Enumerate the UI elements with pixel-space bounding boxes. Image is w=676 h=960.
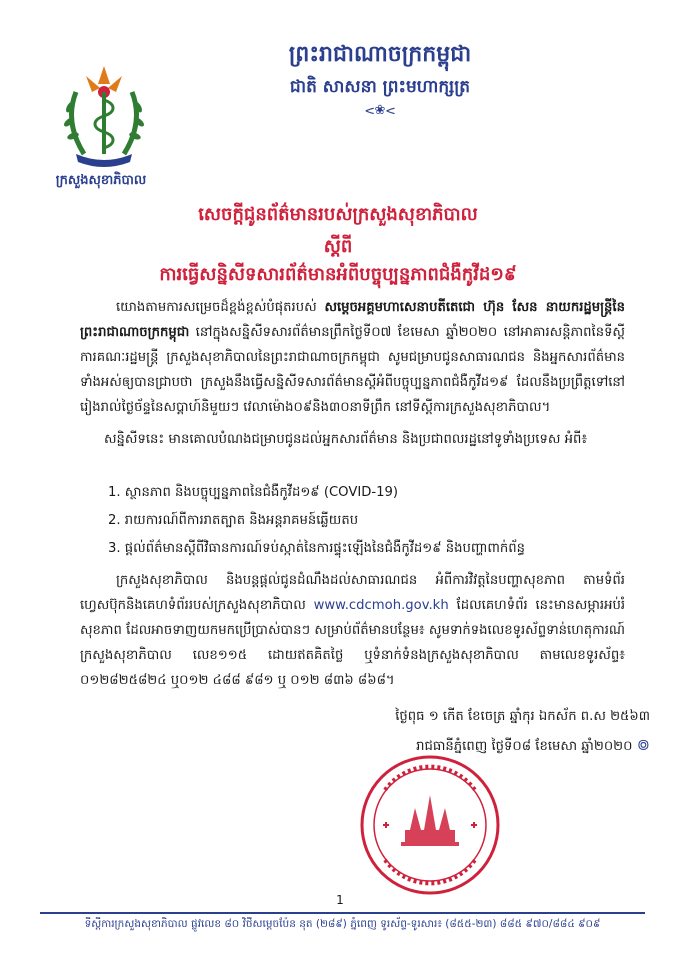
document-title-subject-label: ស្តីពី	[323, 236, 353, 257]
signature-mark: ៙	[636, 735, 650, 754]
contact-rest: ដែលគេហទំព័រ នេះមានសម្ភារអប់រំសុខភាព ដែលអាចទាញយកមកប្រើប្រាស់បានៗ សម្រាប់ព័ត៌មានបន្ថែម៖ សូមទាក់ទងលេខទូរស័ព្ទទាន់ហេតុការណ៍ ក្រសួងសុខាភិបាល លេខ១១៥ ដោយឥតគិតថ្លៃ ឬទំនាក់ទំនងក្រសួងសុខាភិបាល តាមលេខទូរស័ព្ទ៖ ០១២៨២៥៨២៤ ឬ០១២ ៤៨៨ ៩៨១ ឬ ០១២ ៨៣៦ ៨៦៨។	[80, 598, 626, 688]
ministry-logo-icon	[56, 62, 152, 172]
document-subject: ការធ្វើសន្និសីទសារព័ត៌មានអំពីបច្ចុប្បន្នភាពជំងឺកូវីដ១៩	[159, 264, 517, 285]
official-stamp-icon	[355, 750, 505, 900]
kingdom-heading: ព្រះរាជាណាចក្រកម្ពុជា	[288, 41, 472, 67]
solar-date-text: រាជធានីភ្នំពេញ ថ្ងៃទី០៨ ខែមេសា ឆ្នាំ២០២០	[416, 739, 633, 754]
intro-start: យោងតាមការសម្រេចដ៏ខ្ពង់ខ្ពស់បំផុតរបស់	[116, 300, 325, 315]
footer-address: ទីស្តីការក្រសួងសុខាភិបាល ផ្លូវលេខ ៨០ វិថីសម្តេចប៉ែន នុត (២៨៩) ភ្នំពេញ ទូរស័ព្ទ-ទូរសារ៖ (៨៥៥-២៣) ៨៨៥ ៩៧០/៨៨៤ ៩០៩	[84, 918, 601, 930]
paragraph-intro	[80, 295, 625, 420]
contact-start: ក្រសួងសុខាភិបាល និងបន្តផ្តល់ជូនដំណឹងដល់សាធារណជន អំពីការវិវត្តនៃបញ្ហាសុខភាព តាមទំព័រហ្វេសប៊ុកនិងគេហទំព័ររបស់ក្រសួងសុខាភិបាល	[80, 573, 625, 613]
ministry-label: ក្រសួងសុខាភិបាល	[55, 173, 147, 188]
national-motto: ជាតិ សាសនា ព្រះមហាក្សត្រ	[289, 77, 471, 97]
list-item: 3. ផ្តល់ព័ត៌មានស្តីពីវិធានការណ៍ទប់ស្កាត់នៃការផ្ទុះឡើងនៃជំងឺកូវីដ១៩ និងបញ្ហាពាក់ព័ន្ធ	[108, 541, 526, 556]
list-item: 2. រាយការណ៍ពីការរាតត្បាត និងអន្តរាគមន៍ឆ្លើយតប	[108, 513, 359, 528]
paragraph-purpose: សន្និសីទនេះ មានគោលបំណងជម្រាបជូនដល់អ្នកសារព័ត៌មាន និងប្រជាពលរដ្ឋនៅទូទាំងប្រទេស អំពី៖	[104, 432, 588, 447]
ornament-divider: ᯝ❀ᯝ	[364, 103, 396, 118]
prime-minister-name: សម្តេចអគ្គមហាសេនាបតីតេជោ ហ៊ុន សែន នាយករដ្ឋមន្ត្រីនៃព្រះរាជាណាចក្រកម្ពុជា	[80, 300, 625, 340]
intro-rest: នៅក្នុងសន្និសីទសារព័ត៌មានព្រឹកថ្ងៃទី០៧ ខែមេសា ឆ្នាំ២០២០ នៅអាគារសន្តិភាពនៃទីស្តីការគណៈរដ្ឋមន្ត្រី ក្រសួងសុខាភិបាលនៃព្រះរាជាណាចក្រកម្ពុជា សូមជម្រាបជូនសាធារណជន និងអ្នកសារព័ត៌មានទាំងអស់ឲ្យបានជ្រាបថា ក្រសួងនឹងធ្វើសន្និសីទសារព័ត៌មានស្តីអំពីបច្ចុប្បន្នភាពជំងឺកូវីដ១៩ ដែលនឹងប្រព្រឹត្តទៅនៅរៀងរាល់ថ្ងៃច័ន្ទនៃសប្តាហ៍និមួយៗ វេលាម៉ោង០៩និង៣០នាទីព្រឹក នៅទីស្តីការក្រសួងសុខាភិបាល។	[80, 325, 625, 415]
page-number: 1	[336, 893, 344, 907]
list-item: 1. ស្ថានភាព និងបច្ចុប្បន្នភាពនៃជំងឺកូវីដ១៩ (COVID-19)	[108, 485, 399, 500]
footer-divider	[40, 912, 645, 914]
website-link[interactable]: www.cdcmoh.gov.kh	[313, 598, 449, 613]
document-title: សេចក្តីជូនព័ត៌មានរបស់ក្រសួងសុខាភិបាល	[198, 204, 478, 225]
lunar-date: ថ្ងៃពុធ ១ កើត ខែចេត្រ ឆ្នាំកុរ ឯកស័ក ព.ស ២៥៦៣	[395, 709, 650, 724]
paragraph-contact	[80, 568, 625, 693]
